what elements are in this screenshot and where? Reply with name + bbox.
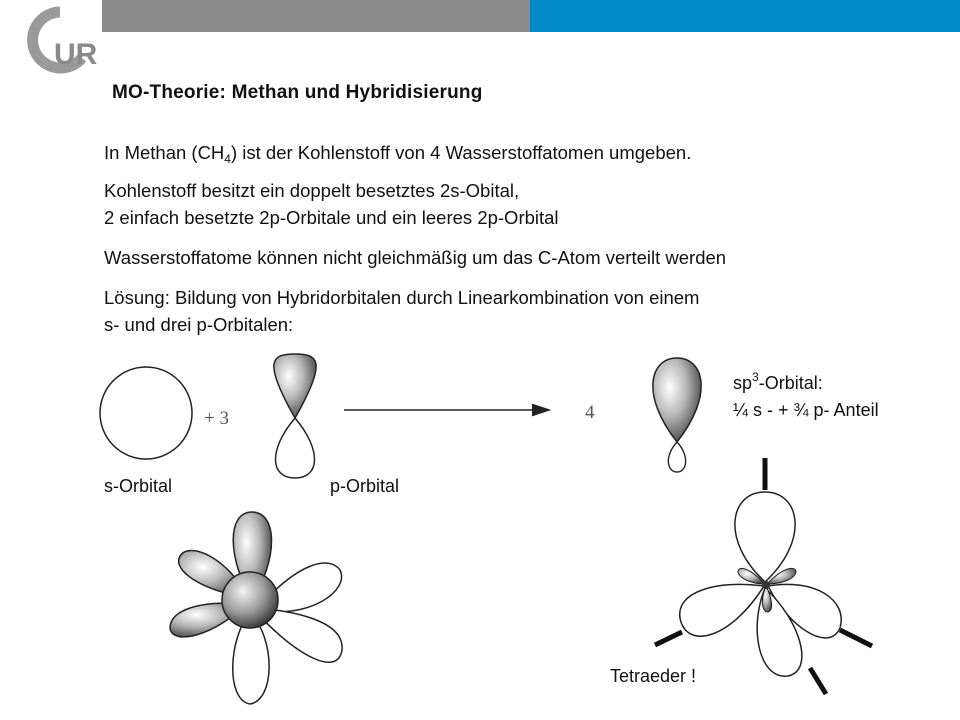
text-line-solution: Lösung: Bildung von Hybridorbitalen durch Linearkombination von einem xyxy=(104,287,700,308)
text-line-hydrogen: Wasserstoffatome können nicht gleichmäßig um das C-Atom verteilt werden xyxy=(104,247,727,268)
sp3-orbital-label: $sp^3$-Orbital: xyxy=(733,370,823,393)
plus-three-text: + 3 xyxy=(204,408,229,429)
slide-title: MO-Theorie: Methan und Hybridisierung xyxy=(112,82,483,103)
logo-text: UR xyxy=(54,38,98,71)
p-orbitals-combined-shape xyxy=(170,512,342,704)
text-line-carbon-2s: Kohlenstoff besitzt ein doppelt besetztes 2s-Obital, xyxy=(104,180,520,201)
text-line-methane: In Methan $(CH_4)$ ist der Kohlenstoff von 4 Wasserstoffatomen umgeben. xyxy=(104,142,692,166)
tetrahedron-label: Tetraeder ! xyxy=(610,666,697,686)
text-line-orbitals: s- und drei p-Orbitalen: xyxy=(104,314,294,335)
s-orbital-label: s-Orbital xyxy=(104,476,173,496)
four-text: 4 xyxy=(585,402,595,423)
text-line-carbon-2p: 2 einfach besetzte 2p-Orbitale und ein leeres 2p-Orbital xyxy=(104,207,559,228)
s-orbital-shape xyxy=(100,367,192,459)
tetrahedron-shape xyxy=(655,458,872,694)
sp3-fraction-label: ¼ s - + ¾ p- Anteil xyxy=(733,400,879,420)
sp3-orbital-shape xyxy=(653,358,701,472)
p-orbital-label: p-Orbital xyxy=(330,476,400,496)
p-orbital-shape xyxy=(274,354,316,478)
